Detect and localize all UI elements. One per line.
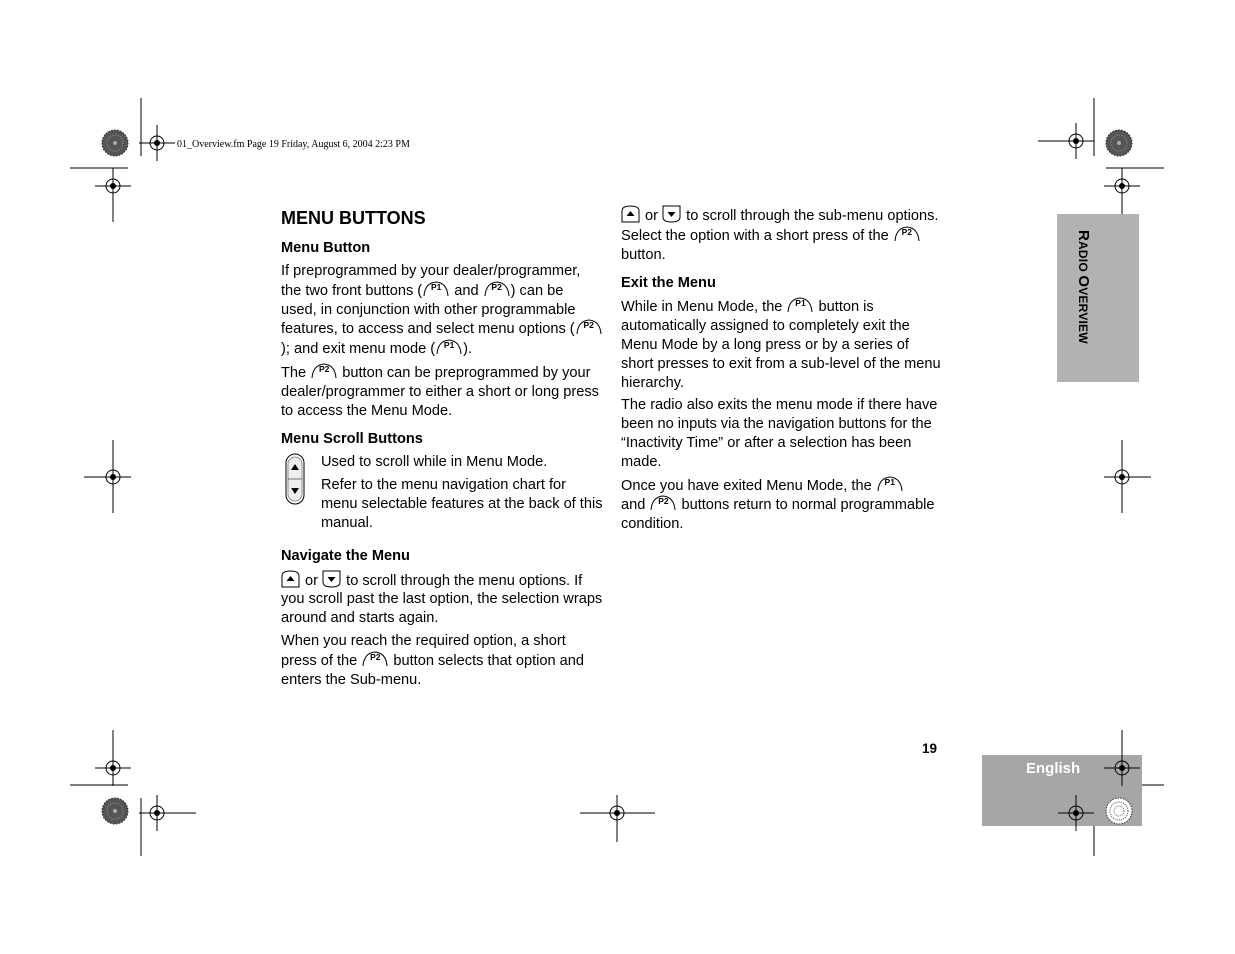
scroll-down-icon	[662, 205, 681, 223]
scroll-up-icon	[281, 570, 300, 588]
submenu-paragraph: or to scroll through the sub-menu options. Select the option with a short press of the P2 button.	[621, 205, 943, 264]
left-column	[281, 207, 603, 693]
menu-scroll-buttons-icon	[283, 453, 307, 507]
section-tab-label: RADIO OVERVIEW	[1075, 230, 1092, 344]
menu-button-paragraph: If preprogrammed by your dealer/programmer, the two front buttons ( P1 and P2 ) can be used, in conjunction with other programmable features, to access and select menu options ( P2 ); and exit menu mode ( P1 ).	[281, 262, 603, 359]
right-column	[621, 205, 943, 538]
navigate-paragraph-2: When you reach the required option, a short press of the P2 button selects that option and enters the Sub-menu.	[281, 632, 585, 688]
section-title: MENU BUTTONS	[281, 208, 426, 228]
p2-button-icon: P2	[576, 319, 602, 335]
scroll-paragraph-2: Refer to the menu navigation chart for menu selectable features at the back of this manual.	[321, 477, 603, 531]
file-info-header: 01_Overview.fm Page 19 Friday, August 6, 2004 2:23 PM	[177, 139, 410, 150]
p2-button-icon: P2	[311, 363, 337, 379]
menu-scroll-heading: Menu Scroll Buttons	[281, 431, 423, 448]
navigate-heading: Navigate the Menu	[281, 547, 410, 564]
p2-button-icon: P2	[650, 495, 676, 511]
page-number: 19	[922, 741, 938, 756]
menu-scroll-block	[281, 453, 603, 536]
scroll-paragraph-1: Used to scroll while in Menu Mode.	[321, 454, 548, 471]
menu-button-heading: Menu Button	[281, 240, 371, 256]
navigate-paragraph-1: or to scroll through the menu options. If you scroll past the last option, the selection wraps around and starts again.	[281, 570, 603, 628]
p2-button-icon: P2	[484, 281, 510, 297]
p1-button-icon: P1	[423, 281, 449, 297]
p1-button-icon: P1	[436, 339, 462, 355]
exit-paragraph-1: While in Menu Mode, the P1 button is automatically assigned to completely exit the Menu Mode by a long press or by a series of short presses to exit from a sub-level of the menu hierarchy.	[621, 298, 941, 391]
language-label: English	[1026, 760, 1081, 777]
p1-button-icon: P1	[877, 476, 903, 492]
p2-button-icon: P2	[894, 226, 920, 242]
menu-button-paragraph-2: The P2 button can be preprogrammed by your dealer/programmer to either a short or long press to access the Menu Mode.	[281, 363, 599, 419]
exit-paragraph-2: The radio also exits the menu mode if there have been no inputs via the navigation buttons for the “Inactivity Time” or after a selection has been made.	[621, 397, 938, 470]
exit-heading: Exit the Menu	[621, 275, 716, 292]
p2-button-icon: P2	[362, 651, 388, 667]
exit-paragraph-3: Once you have exited Menu Mode, the P1 and P2 buttons return to normal programmable condition.	[621, 476, 935, 533]
p1-button-icon: P1	[787, 297, 813, 313]
scroll-down-icon	[322, 570, 341, 588]
scroll-up-icon	[621, 205, 640, 223]
